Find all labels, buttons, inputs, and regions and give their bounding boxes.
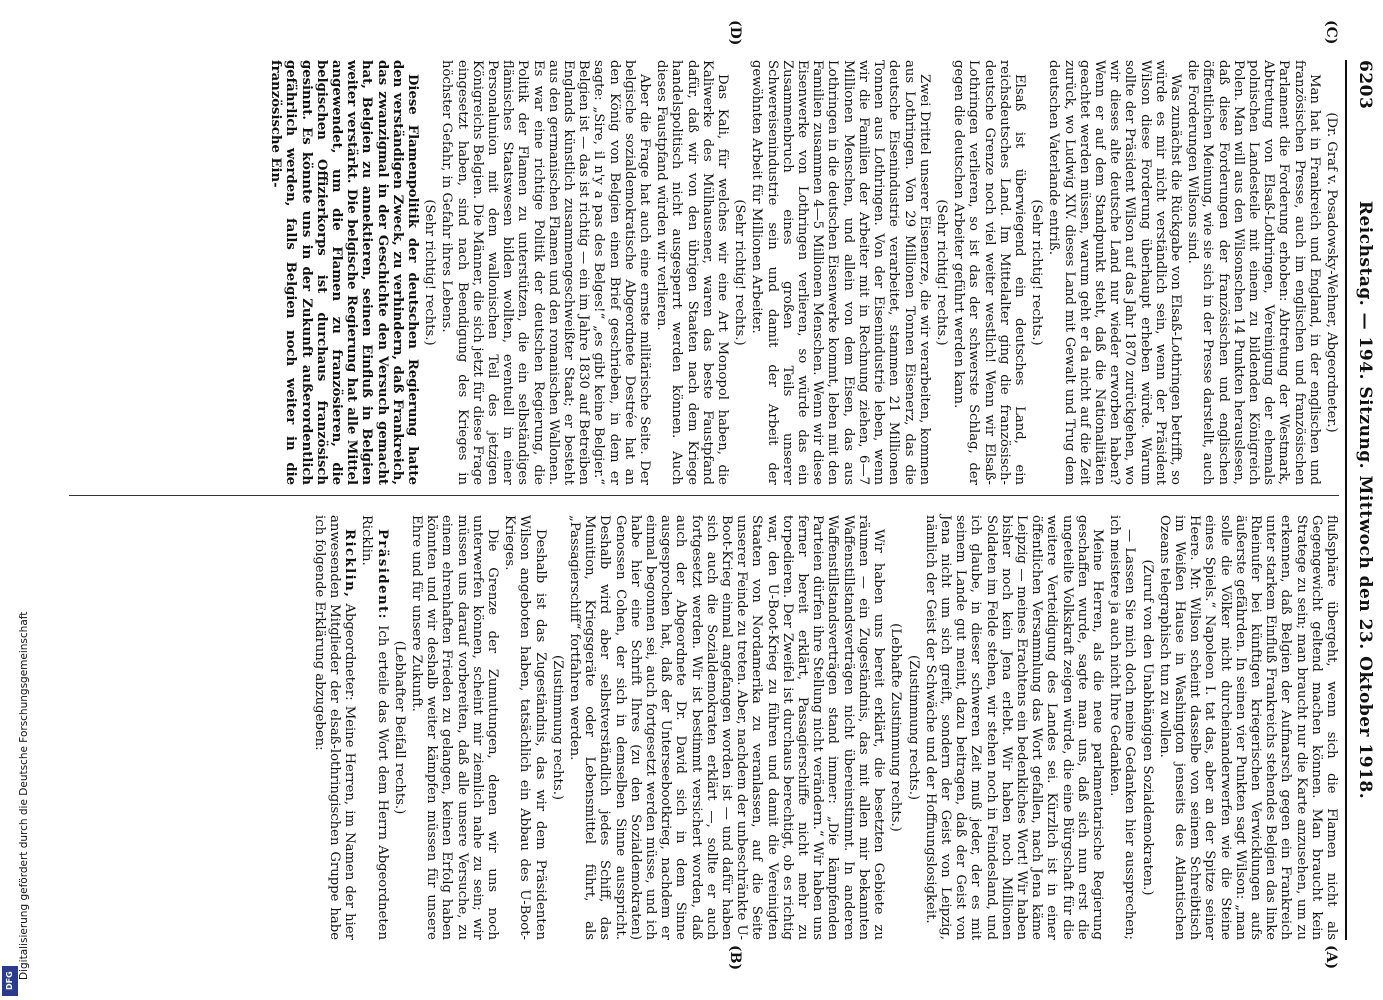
paragraph: Deshalb ist das Zugeständnis, das wir dem Präsidenten Wilson angeboten haben, tatsächlich ein Abbau des U-Boot-Krieges. [502,515,548,940]
margin-marker-a: (A) [1323,945,1339,970]
funding-footer [4,120,30,980]
dfg-logo: DFG [2,966,18,996]
interjection: (Sehr richtig! rechts.) [1029,199,1045,346]
paragraph: flußsphäre übergeht, wenn sich die Flamen nicht als Gegengewicht geltend machen können. Man braucht kein Stratege zu sein; man braucht nur die Karte anzusehen, um zu erkennen, daß Belgien der Aufmarsch gegen ein Frankreich unter starkem Einfluß Frankreichs stehendes Belgien das linke Rheinufer bei künftigen kriegerischen Verwicklungen aufs äußerste gefährden. In seinen vier Punkten sagt Wilson: „man solle die Völker nicht durcheinanderwerfen wie die Steine eines Spiels.“ Napoleon I. tat das, aber an der Spitze seiner Heere. Mr. Wilson scheint dasselbe von seinem Schreibtisch im Weißen Hause in Washington jenseits des Atlantischen Ozeans telegraphisch tun zu wollen. [1156,515,1339,940]
margin-marker-c: (C) [1323,20,1339,45]
right-column [310,515,1339,940]
funding-note: Digitalisierung gefördert durch die Deutsche Forschungsgemeinschaft [18,611,30,980]
page-header [1349,60,1375,940]
speaker-label-president: Präsident: [374,529,390,621]
header-rule [1345,60,1347,940]
interjection: (Sehr richtig! rechts.) [732,199,748,346]
paragraph: Elsaß ist überwiegend ein deutsches Land, ein reichsdeutsches Land. Im Mittelalter ging die französisch-deutsche Grenze noch viel weiter westlich! Wenn wir Elsaß-Lothringen verlieren, so ist das der schwerste Schlag, der gegen die deutschen Arbeiter geführt werden kann. [951,60,1027,485]
page-number: 6203 [1355,60,1375,110]
paragraph: Diese Flamenpolitik der deutschen Regierung hatte den verständigen Zweck, zu verhindern, daß Frankreich, das zwanzigmal in der Geschichte den Versuch gemacht hat, Belgien zu annektieren, seinen Einfluß in Belgien weiter verstärkt. Die belgische Regierung hat alle Mittel angewendet, um die Flamen zu französieren, die belgischen Offizierkorps ist durchaus französisch gesinnt. Es könnte uns in der Zukunft außerordentlich gefährlich werden, falls Belgien noch weiter in die französische Ein- [268,60,421,485]
paragraph: Wir haben uns bereit erklärt, die besetzten Gebiete zu räumen — ein Zugeständnis, das mit allen mir bekannten Waffenstillstandsverträgen nicht übereinstimmt. In anderen Waffenstillstandsverträgen stand immer: „Die kämpfenden Parteien dürfen ihre Stellung nicht verändern.“ Wir haben uns ferner bereit erklärt, Passagierschiffe nicht mehr zu torpedieren. Der Zweifel ist durchaus berechtigt, ob es richtig war, den U-Boot-Krieg zu führen und damit die Vereinigten Staaten von Nordamerika zu veranlassen, auf die Seite unserer Feinde zu treten. Aber, nachdem der unbeschränkte U-Boot-Krieg einmal angefangen worden ist — und dafür haben sich auch die Sozialdemokraten erklärt —, sollte er auch fortgesetzt werden. Wir ist bestimmt versichert worden, daß auch der Abgeordnete Dr. David sich in dem Sinne ausgesprochen hat, daß der Unterseebootkrieg, nachdem er einmal begonnen sei, auch fortgesetzt werden müsse, und ich habe hier eine Schrift Ihres (zu den Sozialdemokraten) Genossen Cohen, der sich in demselben Sinne ausspricht. Deshalb wird aber selbstverständlich jedes Schiff, das Munition, Kriegsgeräte oder Lebensmittel führt, als „Passagierschiff“ fortfahren werden. [567,515,887,940]
column-divider [69,495,1339,496]
paragraph: Die Grenze der Zumutungen, denen wir uns noch unterwerfen können, scheint mir ziemlich nahe zu sein; wir müssen uns darauf vorbereiten, daß alle unsere Versuche, zu einem ehrenhaften Frieden zu gelangen, keinen Erfolg haben könnten und wir deshalb weiter kämpfen müssen für unsere Ehre und für unsere Zukunft. [409,515,501,940]
interjection: (Lebhafter Beifall rechts.) [391,640,407,815]
interjection: (Zuruf von den Unabhängigen Sozialdemokraten.) [1139,559,1155,896]
speaker-text: Abgeordneter: Meine Herren, im Namen der hier anwesenden Mitglieder der elsaß-lothringischen Gruppe habe ich folgende Erklärung abzugeben: [311,515,358,940]
paragraph: Zwei Drittel unserer Eisenerze, die wir verarbeiten, kommen aus Lothringen. Von 29 Millionen Tonnen Eisenerz, das die deutsche Eisenindustrie verarbeitet, stammen 21 Millionen Tonnen aus Lothringen. Von der Eisenindustrie leben, wenn wir die Familien der Arbeiter mit in Rechnung ziehen, 6—7 Millionen Menschen, und allein von dem Eisen, das aus Lothringen in die deutschen Eisenwerke kommt, leben mit den Familien zusammen 4—5 Millionen Menschen. Wenn wir diese Eisenwerke von Lothringen verlieren, so würde das ein Zusammenbruch eines großen Teils unserer Schwereisenindustrie sein und damit der Arbeit der gewöhnten Arbeit für Millionen Arbeiter. [749,60,932,485]
speaker-reference: (Dr. Graf v. Posadowsky-Wehner, Abgeordneter.) [1324,112,1339,433]
paragraph: Was zunächst die Rückgabe von Elsaß-Lothringen betrifft, so würde es mir nicht verständlich sein, wenn der Präsident Wilson diese Forderung überhaupt erheben würde. Warum sollte der Präsident Wilson auf das Jahr 1870 zurückgehen, wo wir dieses alte deutsche Land nur wieder erworben haben? Wenn er auf dem Standpunkt steht, daß die Nationalitäten geachtet werden müssen, warum geht er da nicht auf die Zeit zurück, wo Ludwig XIV. dieses Land mit Gewalt und Trug dem deutschen Vaterlande entriß. [1046,60,1183,485]
interjection: (Lebhafte Zustimmung rechts.) [888,623,904,832]
paragraph: Aber die Frage hat auch eine ernste militärische Seite. Der belgische sozialdemokratische Abgeordnete Destrée hat an den König von Belgien einen Brief geschrieben, in dem er sagte: „Sire, il n'y a pas des Belges!“ „es gibt keine Belgier.“ Belgien ist — das ist richtig — ein im Jahre 1830 auf Betreiben Englands künstlich zusammengeschweißter Staat; er besteht aus den germanischen Flamen und den romanischen Wallonen. Es war eine richtige Politik der deutschen Regierung, die Politik der Flamen zu unterstützen, die ein selbständiges flämisches Staatswesen bilden wollten, eventuell in einer Personalunion mit dem wallonischen Teil des jetzigen Königreichs Belgien. Die Männer, die sich jetzt für diese Frage eingesetzt haben, sind nach Beendigung des Krieges in höchster Gefahr, in Gefahr ihres Lebens. [439,60,653,485]
paragraph: Meine Herren, als die neue parlamentarische Regierung geschaffen wurde, sagte man uns, daß sich nun erst die ungeteilte Volkskraft zeigen würde, die eine Bürgschaft für die weitere Verteidigung des Landes sei. Kürzlich ist in einer öffentlichen Versammlung das Wort gefallen, nach Jena käme Leipzig — meines Erachtens ein bedenkliches Wort! Wir haben bisher noch kein Jena erlebt. Wir haben noch Millionen Soldaten im Felde stehen, wir stehen noch in Feindesland, und ich glaube, in dieser schweren Zeit muß jeder, der es mit seinem Lande gut meint, dazu beitragen, daß der Geist von Jena nicht um sich greift, sondern der Geist von Leipzig, nämlich der Geist der Schwäche und der Hoffnungslosigkeit. [922,515,1105,940]
left-column [266,60,1339,485]
paragraph: Man hat in Frankreich und England, in der englischen und französischen Presse, auch im englischen und französischen Parlament die Forderung erhoben: Abtretung der Westmark, Abtretung von Elsaß-Lothringen, Vereinigung der ehemals polnischen Landesteile mit einem zu bildenden Königreich Polen. Man will aus den Wilsonschen 14 Punkten herauslesen, daß diese Forderungen der französischen und englischen öffentlichen Meinung, wie sie sich in der Presse darstellt, auch die Forderungen Wilsons sind. [1185,60,1322,485]
interjection: (Zustimmung rechts.) [549,654,565,801]
running-title: Reichstag. — 194. Sitzung. Mittwoch den 23. Oktober 1918. [1355,200,1375,800]
margin-marker-d: (D) [727,20,743,46]
paragraph: Das Kali, für welches wir eine Art Monopol haben, die Kaliwerke des Mülhausener, waren das beste Faustpfand dafür, daß wir von den übrigen Staaten nach dem Kriege handelspolitisch nicht ausgesperrt werden können. Auch dieses Faustpfand würden wir verlieren. [654,60,731,485]
interjection: (Sehr richtig! rechts.) [933,199,949,346]
president-statement [359,515,389,940]
margin-marker-b: (B) [727,945,743,971]
interjection: (Zustimmung rechts.) [905,654,921,801]
paragraph: — Lassen Sie mich doch meine Gedanken hier aussprechen; ich meistere ja auch nicht Ihre Gedanken. [1107,515,1138,940]
ricklin-statement [312,515,358,940]
speaker-label-ricklin: Ricklin, [342,529,358,599]
rotated-page [40,0,1383,1000]
speaker-text: Ich erteile das Wort dem Herrn Abgeordneten Ricklin. [359,515,390,940]
interjection: (Sehr richtig! rechts.) [422,199,438,346]
